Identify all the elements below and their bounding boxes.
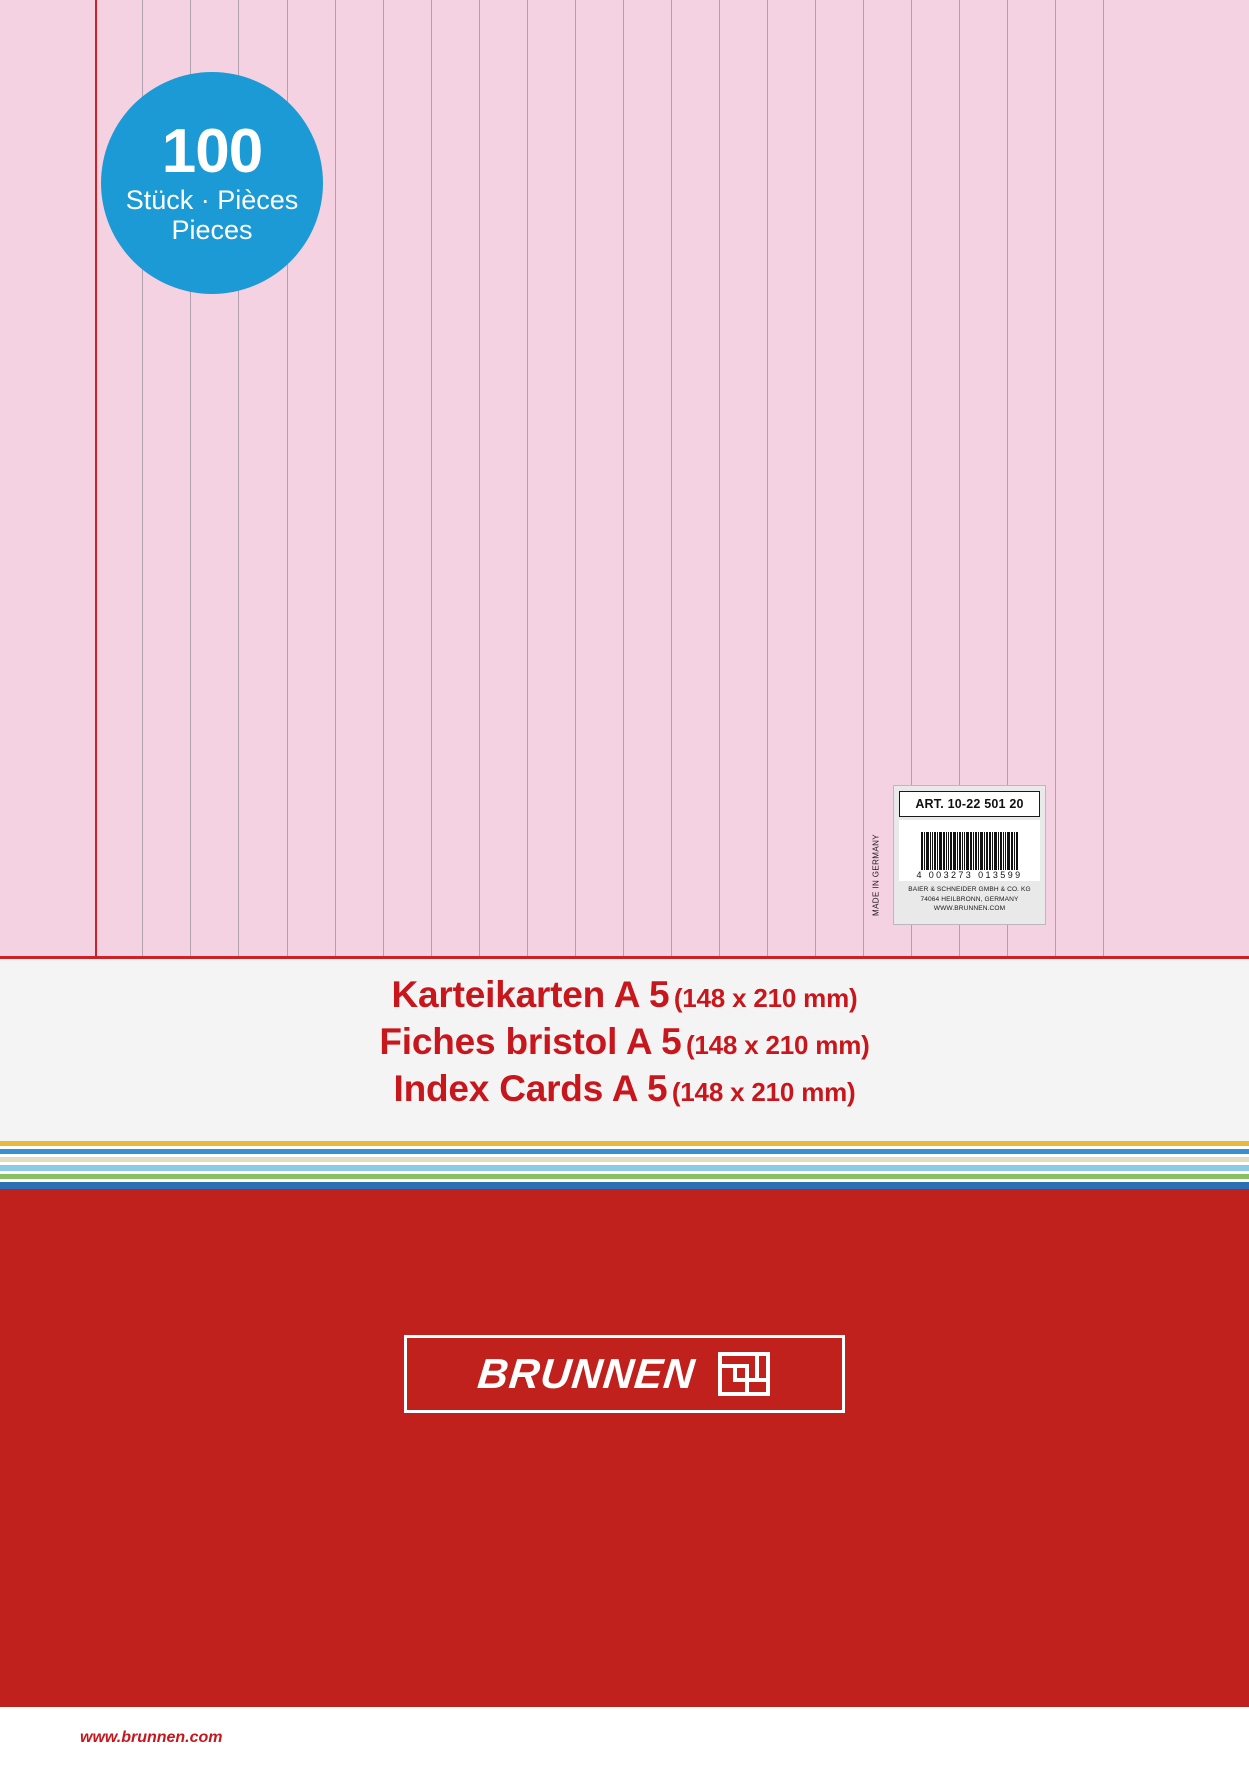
manufacturer-address: 74064 HEILBRONN, GERMANY <box>920 895 1019 903</box>
title-row-en <box>0 1069 1249 1109</box>
card-rule-line <box>671 0 672 958</box>
quantity-label-de-fr: Stück · Pièces <box>125 184 299 215</box>
manufacturer-name: BAIER & SCHNEIDER GMBH & CO. KG <box>908 886 1031 893</box>
quantity-label-en: Pieces <box>171 215 253 245</box>
decorative-stripes <box>0 1141 1249 1189</box>
card-rule-line <box>431 0 432 958</box>
quantity-badge <box>101 72 323 294</box>
card-rule-line <box>1055 0 1056 958</box>
card-rule-line <box>527 0 528 958</box>
title-fr-dimensions: (148 x 210 mm) <box>685 1029 870 1060</box>
brunnen-mark-icon <box>717 1350 771 1398</box>
card-rule-line <box>1103 0 1104 958</box>
title-row-fr <box>0 1022 1249 1062</box>
article-barcode-label <box>893 785 1046 925</box>
card-rule-line <box>767 0 768 958</box>
title-de: Karteikarten A 5 <box>391 974 670 1015</box>
made-in-germany-text: MADE IN GERMANY <box>871 834 881 917</box>
card-rule-line <box>623 0 624 958</box>
barcode-digits: 4 003273 013599 <box>899 870 1040 881</box>
product-titles <box>0 975 1249 1116</box>
brunnen-logo <box>404 1335 845 1413</box>
card-rule-line <box>575 0 576 958</box>
stripe <box>0 1182 1249 1189</box>
title-en: Index Cards A 5 <box>393 1067 668 1109</box>
brand-panel <box>0 1189 1249 1707</box>
manufacturer-website: WWW.BRUNNEN.COM <box>933 905 1006 913</box>
card-rule-line <box>335 0 336 958</box>
footer-url[interactable]: www.brunnen.com <box>80 1729 223 1746</box>
card-rule-line <box>479 0 480 958</box>
footer <box>0 1707 1249 1772</box>
title-en-dimensions: (148 x 210 mm) <box>671 1076 856 1107</box>
card-rule-line <box>815 0 816 958</box>
title-de-dimensions: (148 x 210 mm) <box>673 983 858 1013</box>
quantity-count: 100 <box>161 116 263 186</box>
title-row-de <box>0 975 1249 1015</box>
card-margin-red-line <box>95 0 97 958</box>
manufacturer-info <box>899 885 1040 914</box>
card-rule-line <box>863 0 864 958</box>
card-rule-line <box>719 0 720 958</box>
card-rule-line <box>383 0 384 958</box>
brand-name: BRUNNEN <box>475 1350 698 1397</box>
barcode-icon <box>899 820 1040 870</box>
title-fr: Fiches bristol A 5 <box>379 1020 682 1062</box>
article-number: ART. 10-22 501 20 <box>899 791 1040 817</box>
